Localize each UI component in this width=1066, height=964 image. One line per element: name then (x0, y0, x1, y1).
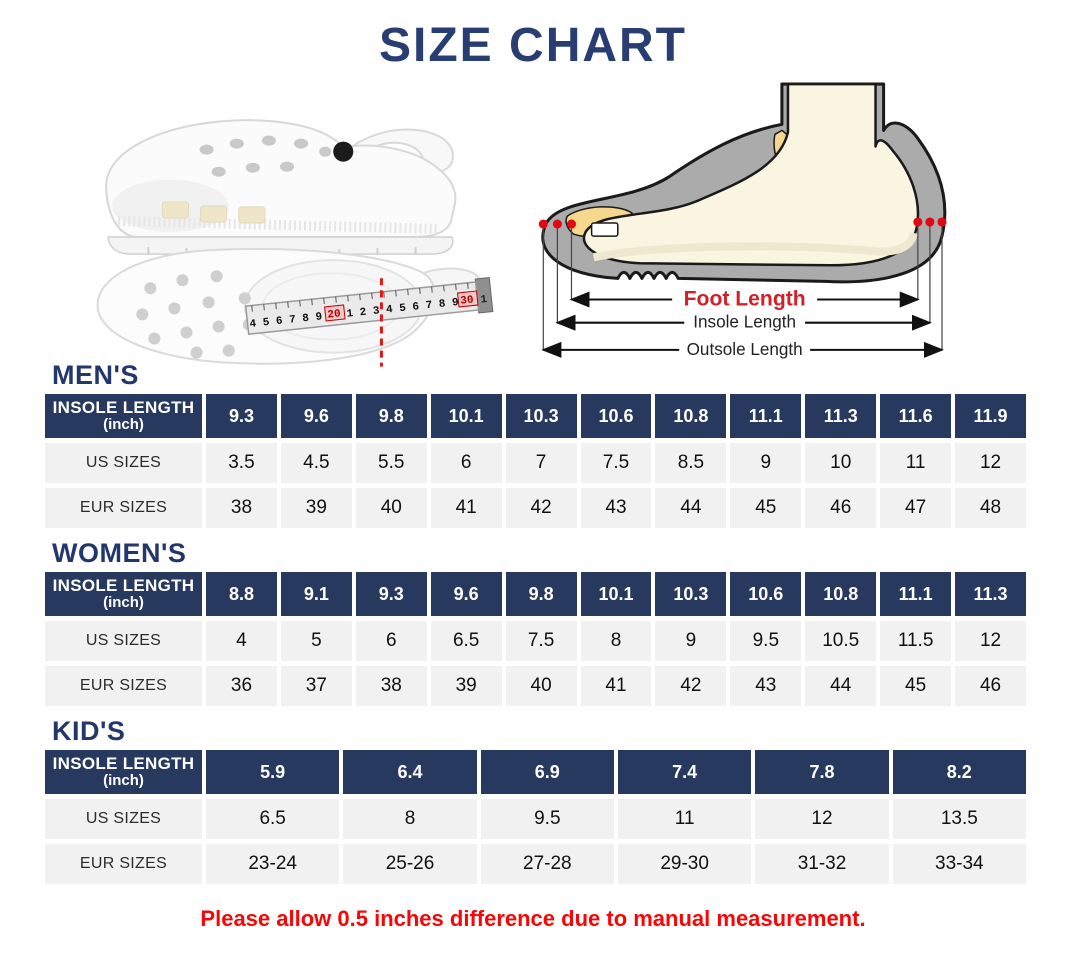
eur-size-cell: 25-26 (343, 844, 476, 884)
eur-size-cell: 47 (880, 488, 951, 528)
insole-length-cell: 11.3 (955, 572, 1026, 616)
eur-size-cell: 31-32 (755, 844, 888, 884)
measurement-note: Please allow 0.5 inches difference due to manual measurement. (200, 906, 866, 931)
us-size-cell: 7.5 (506, 621, 577, 661)
us-size-cell: 6.5 (431, 621, 502, 661)
insole-length-cell: 11.1 (730, 394, 801, 438)
insole-length-cell: 5.9 (206, 750, 339, 794)
eur-size-cell: 23-24 (206, 844, 339, 884)
eur-size-cell: 41 (581, 666, 652, 706)
eur-size-cell: 45 (730, 488, 801, 528)
eur-size-cell: 44 (805, 666, 876, 706)
eur-size-cell: 40 (506, 666, 577, 706)
eur-sizes-label: EUR SIZES (45, 488, 202, 528)
insole-length-cell: 9.6 (431, 572, 502, 616)
eur-size-cell: 33-34 (893, 844, 1026, 884)
us-size-cell: 12 (755, 799, 888, 839)
section-heading-womens: WOMEN'S (52, 538, 187, 568)
insole-length-cell: 9.3 (356, 572, 427, 616)
section-heading-mens: MEN'S (52, 360, 139, 390)
tape-numbers-segment3: 1 (479, 294, 488, 307)
insole-length-cell: 6.9 (481, 750, 614, 794)
insole-length-cell: 10.3 (655, 572, 726, 616)
eur-sizes-label: EUR SIZES (45, 844, 202, 884)
insole-length-cell: 7.8 (755, 750, 888, 794)
insole-length-cell: 9.8 (506, 572, 577, 616)
insole-length-cell: 9.6 (281, 394, 352, 438)
tape-numbers-segment2: 1 2 3 4 5 6 7 8 9 (346, 297, 460, 321)
us-size-cell: 6 (431, 443, 502, 483)
us-size-cell: 10.5 (805, 621, 876, 661)
us-size-cell: 10 (805, 443, 876, 483)
clog-side-view-image (106, 120, 455, 254)
us-size-cell: 7 (506, 443, 577, 483)
us-size-cell: 5 (281, 621, 352, 661)
us-size-cell: 9 (730, 443, 801, 483)
eur-size-cell: 46 (805, 488, 876, 528)
eur-size-cell: 42 (655, 666, 726, 706)
insole-length-header (45, 572, 202, 616)
insole-length-header-line1: INSOLE LENGTH (52, 576, 195, 596)
us-size-cell: 5.5 (356, 443, 427, 483)
mens-size-table (45, 394, 1026, 528)
insole-length-cell: 11.1 (880, 572, 951, 616)
us-size-cell: 9.5 (481, 799, 614, 839)
insole-length-cell: 9.8 (356, 394, 427, 438)
eur-size-cell: 39 (431, 666, 502, 706)
strap-rivet-button (333, 142, 353, 162)
foot-length-label: Foot Length (683, 287, 806, 311)
us-size-cell: 11 (618, 799, 751, 839)
insole-length-cell: 10.3 (506, 394, 577, 438)
tape-numbers-segment1: 4 5 6 7 8 9 (249, 311, 323, 331)
insole-length-header (45, 394, 202, 438)
section-heading-kids: KID'S (52, 716, 126, 746)
eur-size-cell: 29-30 (618, 844, 751, 884)
insole-length-cell: 6.4 (343, 750, 476, 794)
insole-length-cell: 10.8 (655, 394, 726, 438)
insole-length-cell: 9.1 (281, 572, 352, 616)
eur-sizes-label: EUR SIZES (45, 666, 202, 706)
us-size-cell: 4.5 (281, 443, 352, 483)
us-size-cell: 12 (955, 621, 1026, 661)
eur-size-cell: 41 (431, 488, 502, 528)
insole-length-cell: 11.6 (880, 394, 951, 438)
eur-size-cell: 36 (206, 666, 277, 706)
us-size-cell: 6 (356, 621, 427, 661)
insole-length-cell: 10.1 (581, 572, 652, 616)
us-size-cell: 9 (655, 621, 726, 661)
tape-mark-20: 20 (326, 308, 342, 322)
us-sizes-label: US SIZES (45, 443, 202, 483)
insole-length-header-line1: INSOLE LENGTH (52, 398, 195, 418)
insole-length-cell: 10.6 (730, 572, 801, 616)
eur-size-cell: 37 (281, 666, 352, 706)
outsole-length-label: Outsole Length (686, 339, 803, 359)
eur-size-cell: 48 (955, 488, 1026, 528)
insole-length-cell: 8.2 (893, 750, 1026, 794)
insole-length-header-line2: (inch) (103, 772, 144, 790)
insole-length-cell: 8.8 (206, 572, 277, 616)
eur-size-cell: 43 (730, 666, 801, 706)
eur-size-cell: 43 (581, 488, 652, 528)
us-size-cell: 4 (206, 621, 277, 661)
insole-length-cell: 10.8 (805, 572, 876, 616)
insole-length-cell: 7.4 (618, 750, 751, 794)
us-size-cell: 8.5 (655, 443, 726, 483)
foot-measurement-diagram (533, 74, 1057, 368)
kids-size-table (45, 750, 1026, 884)
us-size-cell: 12 (955, 443, 1026, 483)
us-size-cell: 9.5 (730, 621, 801, 661)
insole-length-cell: 10.1 (431, 394, 502, 438)
foot-and-leg (584, 84, 918, 265)
page-title: SIZE CHART (379, 19, 687, 72)
eur-size-cell: 38 (206, 488, 277, 528)
us-sizes-label: US SIZES (45, 799, 202, 839)
eur-size-cell: 44 (655, 488, 726, 528)
toenail (592, 223, 618, 236)
insole-length-cell: 9.3 (206, 394, 277, 438)
eur-size-cell: 45 (880, 666, 951, 706)
tape-mark-30: 30 (459, 294, 475, 308)
eur-size-cell: 40 (356, 488, 427, 528)
us-sizes-label: US SIZES (45, 621, 202, 661)
us-size-cell: 6.5 (206, 799, 339, 839)
womens-size-table (45, 572, 1026, 706)
us-size-cell: 13.5 (893, 799, 1026, 839)
us-size-cell: 7.5 (581, 443, 652, 483)
us-size-cell: 11 (880, 443, 951, 483)
insole-length-header (45, 750, 202, 794)
insole-length-header-line1: INSOLE LENGTH (52, 754, 195, 774)
eur-size-cell: 39 (281, 488, 352, 528)
eur-size-cell: 42 (506, 488, 577, 528)
insole-length-cell: 11.3 (805, 394, 876, 438)
eur-size-cell: 46 (955, 666, 1026, 706)
insole-length-header-line2: (inch) (103, 416, 144, 434)
clog-top-view-image (98, 249, 493, 367)
insole-length-header-line2: (inch) (103, 594, 144, 612)
us-size-cell: 3.5 (206, 443, 277, 483)
insole-length-cell: 10.6 (581, 394, 652, 438)
eur-size-cell: 38 (356, 666, 427, 706)
eur-size-cell: 27-28 (481, 844, 614, 884)
us-size-cell: 8 (343, 799, 476, 839)
us-size-cell: 8 (581, 621, 652, 661)
product-photos (78, 86, 500, 370)
insole-length-cell: 11.9 (955, 394, 1026, 438)
insole-length-label: Insole Length (693, 312, 797, 332)
us-size-cell: 11.5 (880, 621, 951, 661)
